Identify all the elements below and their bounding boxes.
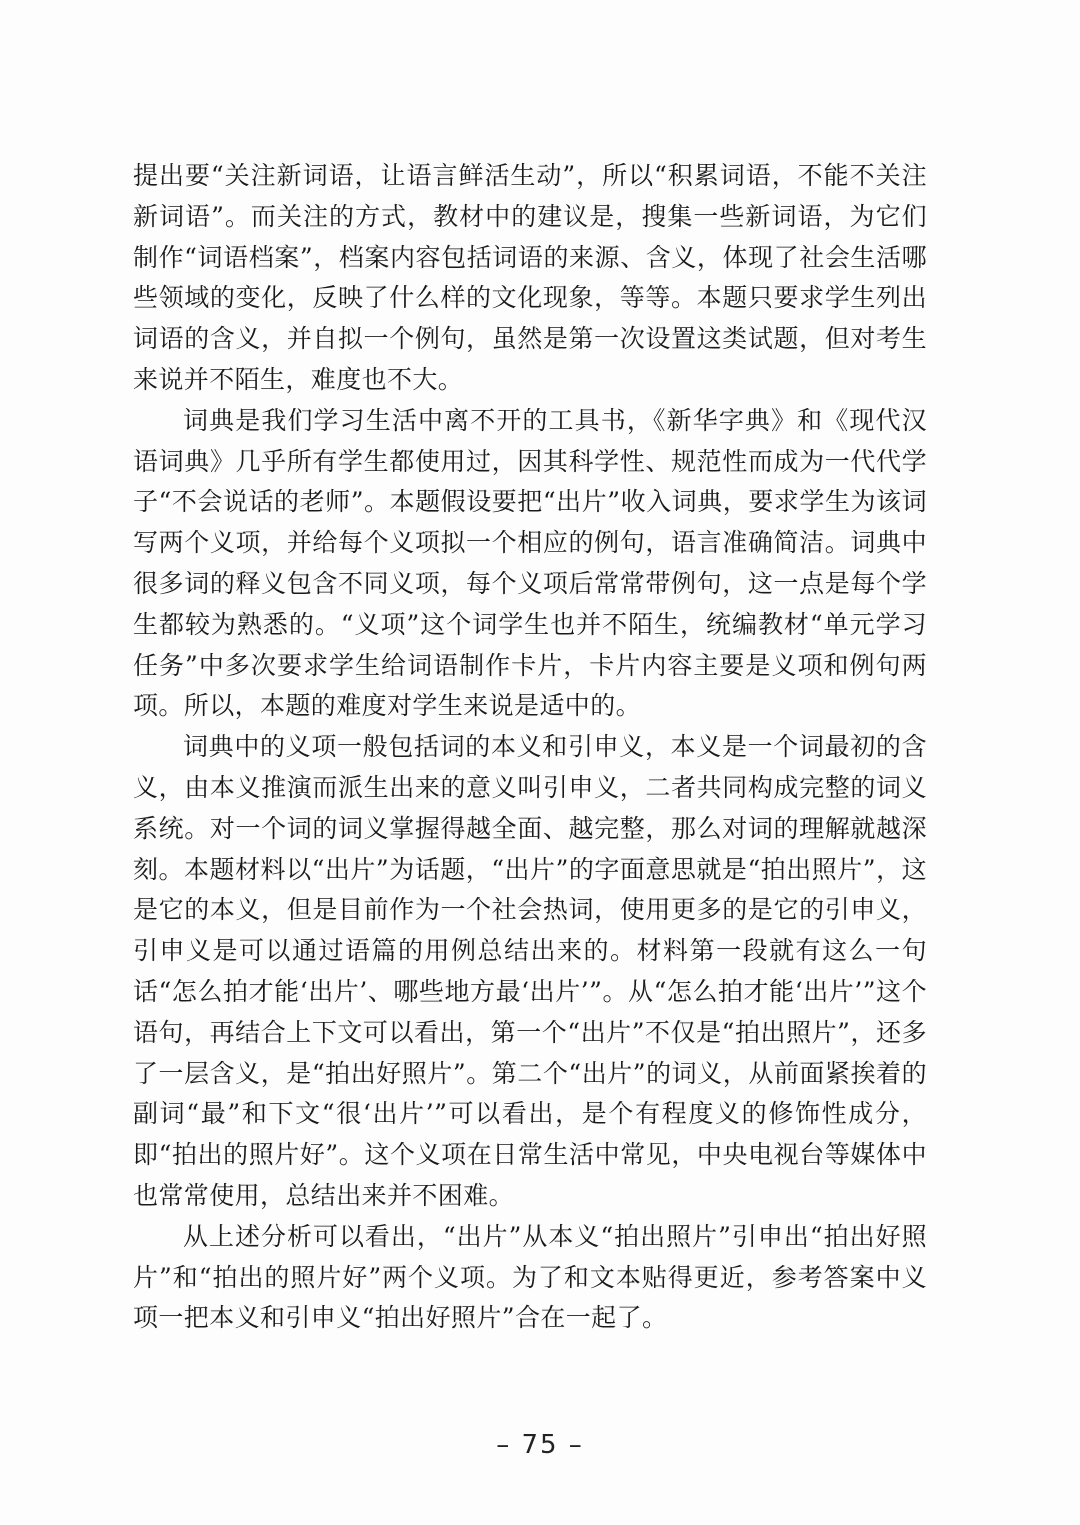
paragraph-3: 词典中的义项一般包括词的本义和引申义，本义是一个词最初的含义，由本义推演而派生出来的意义叫引申义，二者共同构成完整的词义系统。对一个词的词义掌握得越全面、越完整，那么对词的理解就越深刻。本题材料以“出片”为话题，“出片”的字面意思就是“拍出照片”，这是它的本义，但是目前作为一个社会热词，使用更多的是它的引申义，引申义是可以通过语篇的用例总结出来的。材料第一段就有这么一句话“怎么拍才能‘出片’、哪些地方最‘出片’”。从“怎么拍才能‘出片’”这个语句，再结合上下文可以看出，第一个“出片”不仅是“拍出照片”，还多了一层含义，是“拍出好照片”。第二个“出片”的词义，从前面紧挨着的副词“最”和下文“很‘出片’”可以看出，是个有程度义的修饰性成分，即“拍出的照片好”。这个义项在日常生活中常见，中央电视台等媒体中也常常使用，总结出来并不困难。 bbox=[133, 732, 927, 1210]
page-number: – 75 – bbox=[496, 1430, 584, 1460]
paragraph-1: 提出要“关注新词语，让语言鲜活生动”，所以“积累词语，不能不关注新词语”。而关注的方式，教材中的建议是，搜集一些新词语，为它们制作“词语档案”，档案内容包括词语的来源、含义，体现了社会生活哪些领域的变化，反映了什么样的文化现象，等等。本题只要求学生列出词语的含义，并自拟一个例句，虽然是第一次设置这类试题，但对考生来说并不陌生，难度也不大。 bbox=[133, 161, 927, 394]
body-text bbox=[133, 156, 927, 1339]
paragraph-2: 词典是我们学习生活中离不开的工具书，《新华字典》和《现代汉语词典》几乎所有学生都使用过，因其科学性、规范性而成为一代代学子“不会说话的老师”。本题假设要把“出片”收入词典，要求学生为该词写两个义项，并给每个义项拟一个相应的例句，语言准确简洁。词典中很多词的释义包含不同义项，每个义项后常常带例句，这一点是每个学生都较为熟悉的。“义项”这个词学生也并不陌生，统编教材“单元学习任务”中多次要求学生给词语制作卡片，卡片内容主要是义项和例句两项。所以，本题的难度对学生来说是适中的。 bbox=[133, 405, 927, 721]
paragraph-4: 从上述分析可以看出，“出片”从本义“拍出照片”引申出“拍出好照片”和“拍出的照片好”两个义项。为了和文本贴得更近，参考答案中义项一把本义和引申义“拍出好照片”合在一起了。 bbox=[133, 1221, 927, 1333]
